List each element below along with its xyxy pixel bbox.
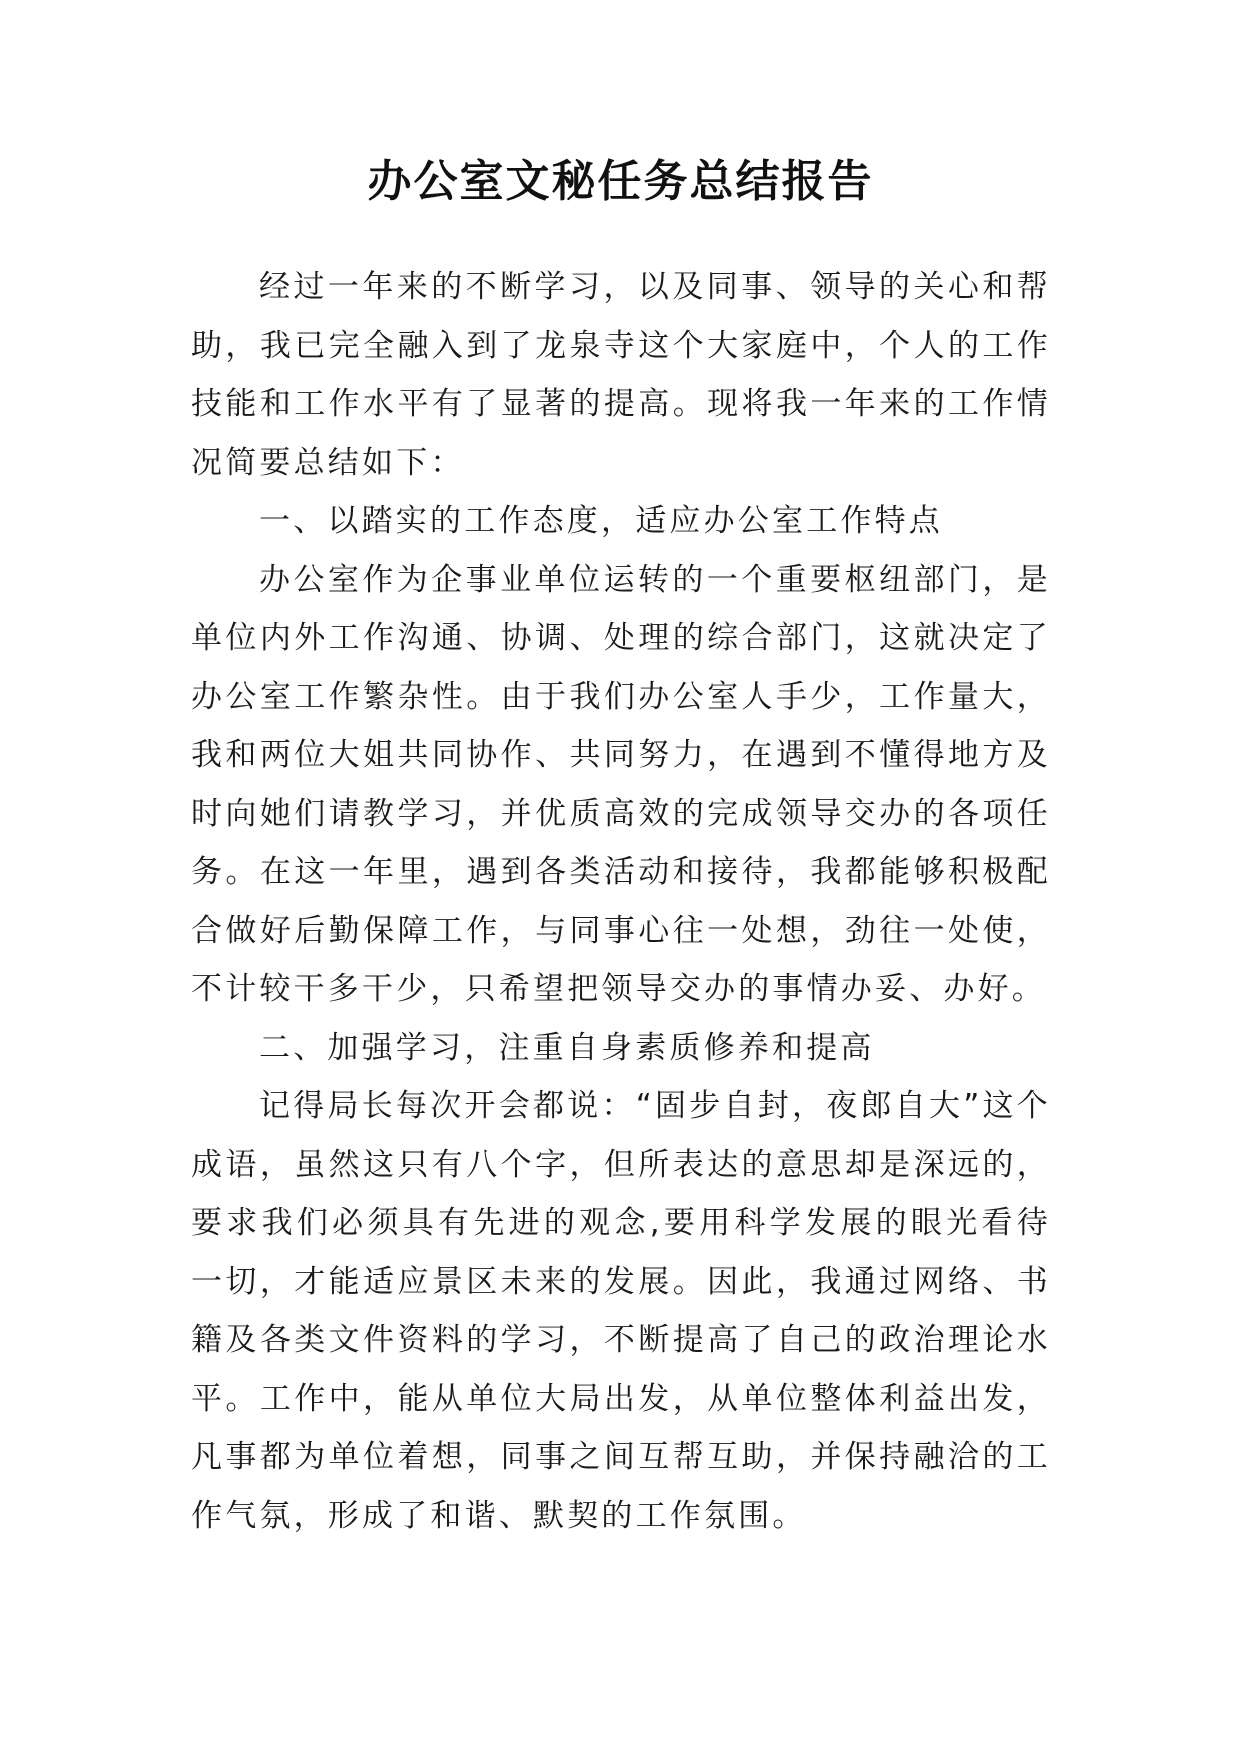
intro-paragraph: 经过一年来的不断学习，以及同事、领导的关心和帮助，我已完全融入到了龙泉寺这个大家庭中，个人的工作技能和工作水平有了显著的提高。现将我一年来的工作情况简要总结如下： [191,269,1051,481]
section-heading-1: 一、以踏实的工作态度，适应办公室工作特点 [259,503,943,539]
section-2-paragraph: 记得局长每次开会都说：“固步自封，夜郎自大”这个成语，虽然这只有八个字，但所表达的意思却是深远的，要求我们必须具有先进的观念,要用科学发展的眼光看待一切，才能适应景区未来的发展。因此，我通过网络、书籍及各类文件资料的学习，不断提高了自己的政治理论水平。工作中，能从单位大局出发，从单位整体利益出发，凡事都为单位着想，同事之间互帮互助，并保持融洽的工作气氛，形成了和谐、默契的工作氛围。 [191,1088,1051,1534]
document-body [191,258,1051,1545]
section-heading-2: 二、加强学习，注重自身素质修养和提高 [259,1029,875,1066]
document-title: 办公室文秘任务总结报告 [367,156,874,207]
section-1-paragraph: 办公室作为企事业单位运转的一个重要枢纽部门，是单位内外工作沟通、协调、处理的综合部门，这就决定了办公室工作繁杂性。由于我们办公室人手少，工作量大，我和两位大姐共同协作、共同努力，在遇到不懂得地方及时向她们请教学习，并优质高效的完成领导交办的各项任务。在这一年里，遇到各类活动和接待，我都能够积极配合做好后勤保障工作，与同事心往一处想，劲往一处使，不计较干多干少，只希望把领导交办的事情办妥、办好。 [191,561,1051,1007]
